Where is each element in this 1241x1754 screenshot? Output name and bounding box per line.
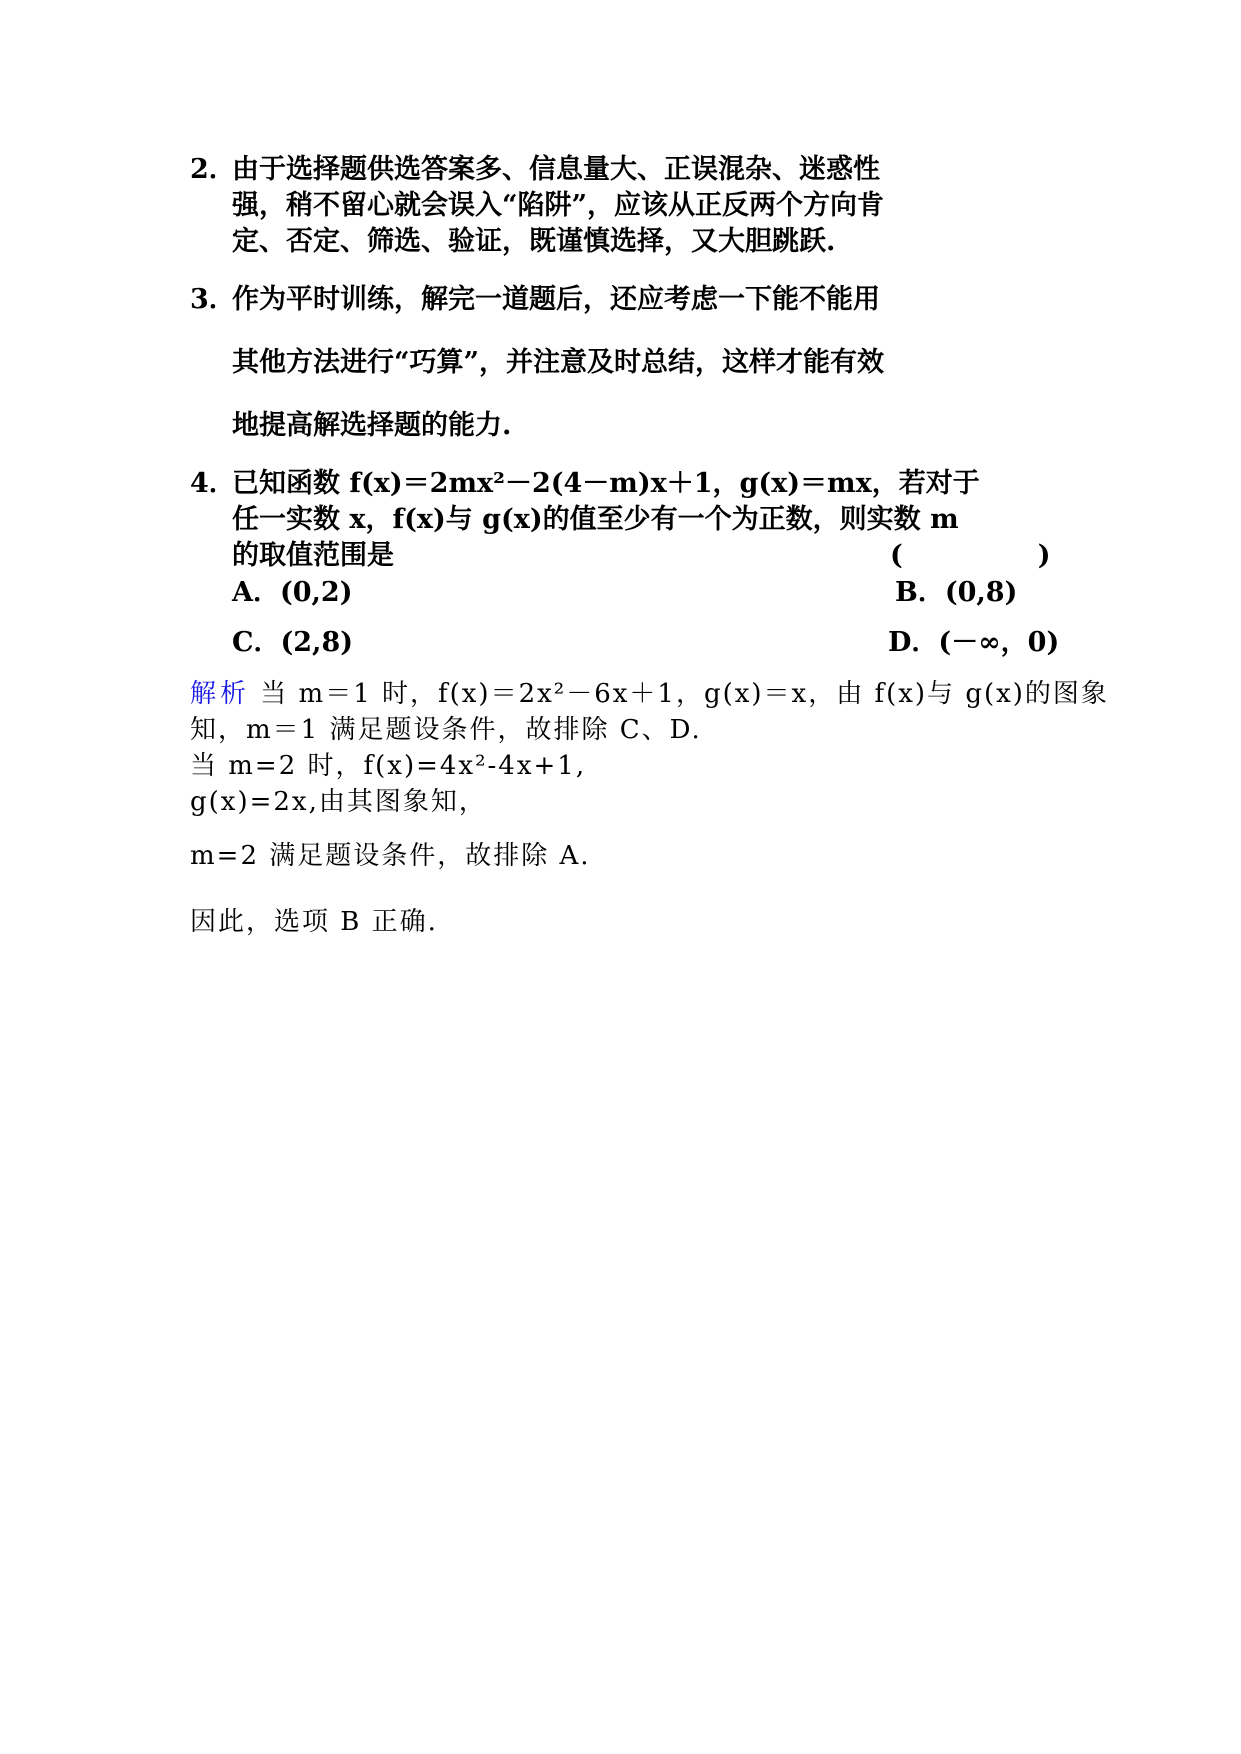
solution-line-6: 因此，选项 B 正确. (190, 907, 438, 937)
item-2-number: 2． (190, 154, 236, 185)
solution-line-5: m=2 满足题设条件，故排除 A. (190, 841, 591, 871)
option-d: D．(－∞，0) (888, 627, 1060, 658)
item-4-number: 4． (190, 468, 236, 499)
item-2-line-2: 强，稍不留心就会误入“陷阱”，应该从正反两个方向肯 (232, 190, 885, 221)
item-3-line-1: 作为平时训练，解完一道题后，还应考虑一下能不能用 (232, 284, 880, 315)
option-b: B．(0,8) (895, 577, 1018, 608)
solution-line-1 (190, 676, 1109, 712)
solution-line-4: g(x)=2x,由其图象知， (190, 787, 487, 817)
solution-line-2: 知，m＝1 满足题设条件，故排除 C、D. (190, 715, 702, 745)
item-2-line-1: 由于选择题供选答案多、信息量大、正误混杂、迷惑性 (232, 154, 880, 185)
item-3-number: 3． (190, 284, 236, 315)
item-2-line-3: 定、否定、筛选、验证，既谨慎选择，又大胆跳跃. (232, 226, 836, 257)
option-a: A．(0,2) (232, 577, 353, 608)
answer-bracket: ( ) (890, 540, 1051, 571)
item-3-line-3: 地提高解选择题的能力. (232, 410, 512, 441)
item-4-line-3: 的取值范围是 (232, 540, 394, 571)
solution-line-3: 当 m=2 时，f(x)=4x²-4x+1, (190, 751, 587, 781)
option-c: C．(2,8) (232, 627, 354, 658)
item-4-line-2: 任一实数 x，f(x)与 g(x)的值至少有一个为正数，则实数 m (232, 504, 959, 535)
solution-line-1-text: 当 m＝1 时，f(x)＝2x²－6x＋1，g(x)＝x，由 f(x)与 g(x)的图象 (260, 679, 1109, 709)
item-3-line-2: 其他方法进行“巧算”，并注意及时总结，这样才能有效 (232, 347, 885, 378)
solution-label: 解析 (190, 679, 251, 709)
item-4-line-1: 已知函数 f(x)＝2mx²－2(4－m)x＋1，g(x)＝mx，若对于 (232, 468, 980, 499)
